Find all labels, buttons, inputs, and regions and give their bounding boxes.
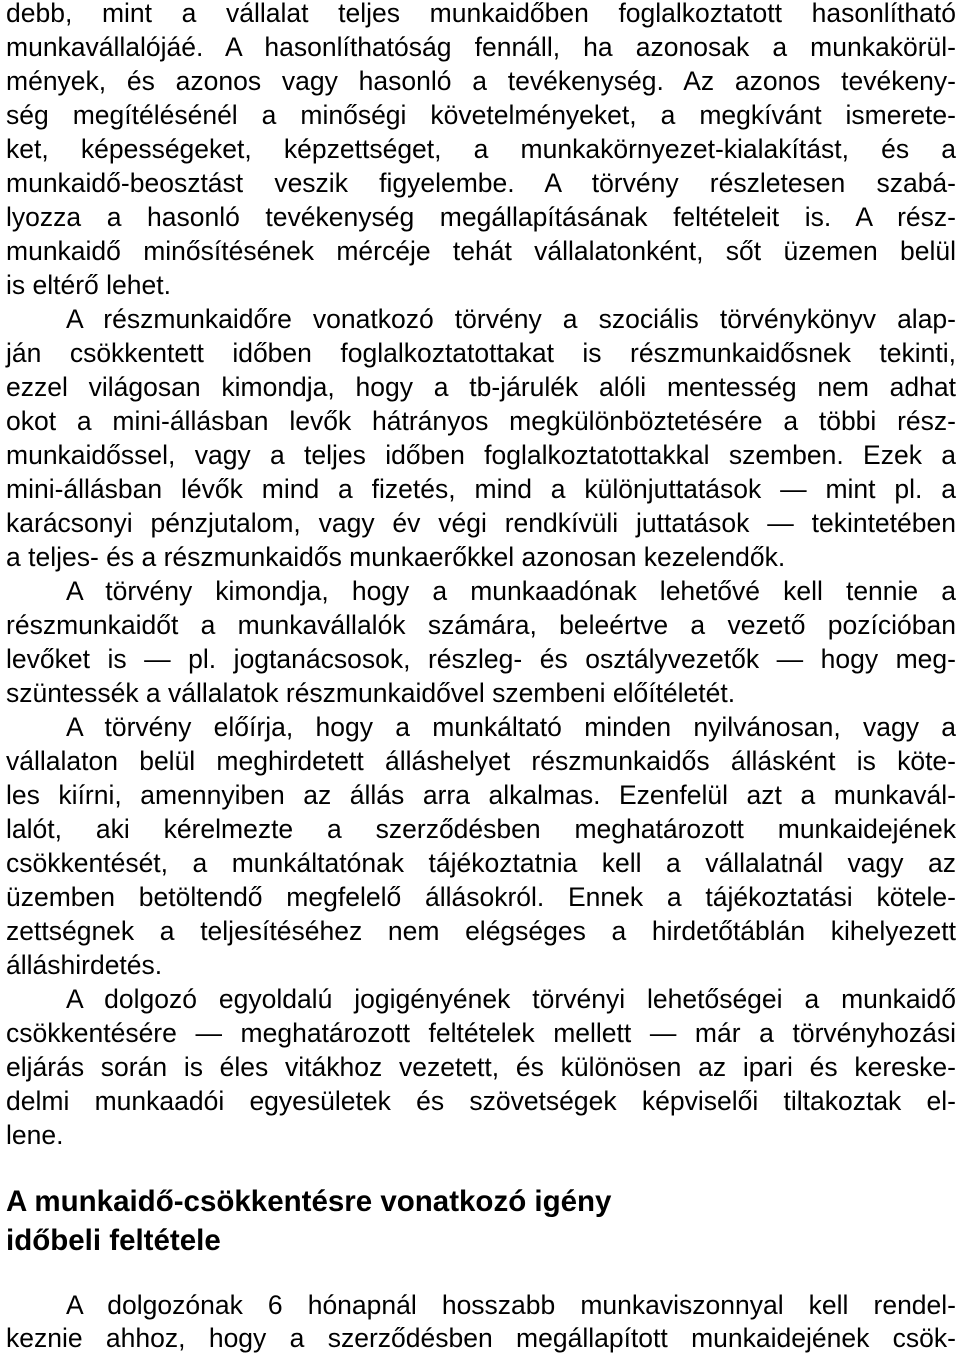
paragraph-3-line-2: részmunkaidőt a munkavállalók számára, beleértve a vezető pozícióban xyxy=(6,610,956,640)
paragraph-1-line-1: debb, mint a vállalat teljes munkaidőben foglalkoztatott hasonlítható xyxy=(6,0,956,28)
paragraph-3-line-4: szüntessék a vállalatok részmunkaidővel szembeni előítéletét. xyxy=(6,678,736,708)
paragraph-2-line-4: okot a mini-állásban levők hátrányos megkülönböztetésére a többi rész- xyxy=(6,406,956,436)
final-paragraph-line-2: keznie ahhoz, hogy a szerződésben megállapított munkaidejének csök- xyxy=(6,1323,956,1353)
paragraph-5-line-5: lene. xyxy=(6,1120,64,1150)
paragraph-4-line-5: csökkentését, a munkáltatónak tájékoztatnia kell a vállalatnál vagy az xyxy=(6,848,956,878)
paragraph-2-line-1: A részmunkaidőre vonatkozó törvény a szociális törvénykönyv alap- xyxy=(66,304,956,334)
paragraph-4-line-4: lalót, aki kérelmezte a szerződésben meghatározott munkaidejének xyxy=(6,814,956,844)
final-paragraph-line-1: A dolgozónak 6 hónapnál hosszabb munkaviszonnyal kell rendel- xyxy=(66,1290,956,1320)
paragraph-1-line-7: lyozza a hasonló tevékenység megállapításának feltételeit is. A rész- xyxy=(6,202,956,232)
paragraph-4-line-1: A törvény előírja, hogy a munkáltató minden nyilvánosan, vagy a xyxy=(66,712,956,742)
paragraph-2-line-2: ján csökkentett időben foglalkoztatottakat is részmunkaidősnek tekinti, xyxy=(6,338,956,368)
paragraph-3-line-3: levőket is — pl. jogtanácsosok, részleg- és osztályvezetők — hogy meg- xyxy=(6,644,956,674)
paragraph-4-line-3: les kiírni, amennyiben az állás arra alkalmas. Ezenfelül azt a munkavál- xyxy=(6,780,956,810)
paragraph-2-line-5: munkaidőssel, vagy a teljes időben foglalkoztatottakkal szemben. Ezek a xyxy=(6,440,956,470)
paragraph-1-line-4: ség megítélésénél a minőségi követelményeket, a megkívánt ismerete- xyxy=(6,100,956,130)
paragraph-4-line-2: vállalaton belül meghirdetett álláshelyet részmunkaidős állásként is köte- xyxy=(6,746,956,776)
paragraph-2-line-6: mini-állásban lévők mind a fizetés, mind a különjuttatások — mint pl. a xyxy=(6,474,956,504)
paragraph-3-line-1: A törvény kimondja, hogy a munkaadónak lehetővé kell tennie a xyxy=(66,576,956,606)
paragraph-1-line-5: ket, képességeket, képzettséget, a munkakörnyezet-kialakítást, és a xyxy=(6,134,956,164)
paragraph-1-line-6: munkaidő-beosztást veszik figyelembe. A törvény részletesen szabá- xyxy=(6,168,956,198)
paragraph-5-line-3: eljárás során is éles vitákhoz vezetett, és különösen az ipari és kereske- xyxy=(6,1052,956,1082)
section-heading-line-2: időbeli feltétele xyxy=(6,1224,221,1257)
section-heading-line-1: A munkaidő-csökkentésre vonatkozó igény xyxy=(6,1185,612,1218)
paragraph-5-line-2: csökkentésére — meghatározott feltételek mellett — már a törvényhozási xyxy=(6,1018,956,1048)
paragraph-4-line-6: üzemben betöltendő megfelelő állásokról. Ennek a tájékoztatási kötele- xyxy=(6,882,956,912)
paragraph-4-line-8: álláshirdetés. xyxy=(6,950,163,980)
paragraph-4-line-7: zettségnek a teljesítéséhez nem elégséges a hirdetőtáblán kihelyezett xyxy=(6,916,956,946)
paragraph-2-line-8: a teljes- és a részmunkaidős munkaerőkkel azonosan kezelendők. xyxy=(6,542,786,572)
paragraph-5-line-1: A dolgozó egyoldalú jogigényének törvényi lehetőségei a munkaidő xyxy=(66,984,956,1014)
paragraph-1-line-9: is eltérő lehet. xyxy=(6,270,171,300)
paragraph-2-line-7: karácsonyi pénzjutalom, vagy év végi rendkívüli juttatások — tekintetében xyxy=(6,508,956,538)
paragraph-2-line-3: ezzel világosan kimondja, hogy a tb-járulék alóli mentesség nem adhat xyxy=(6,372,956,402)
paragraph-1-line-8: munkaidő minősítésének mércéje tehát vállalatonként, sőt üzemen belül xyxy=(6,236,956,266)
paragraph-1-line-3: mények, és azonos vagy hasonló a tevékenység. Az azonos tevékeny- xyxy=(6,66,956,96)
paragraph-1-line-2: munkavállalójáé. A hasonlíthatóság fennáll, ha azonosak a munkakörül- xyxy=(6,32,956,62)
paragraph-5-line-4: delmi munkaadói egyesületek és szövetségek képviselői tiltakoztak el- xyxy=(6,1086,956,1116)
